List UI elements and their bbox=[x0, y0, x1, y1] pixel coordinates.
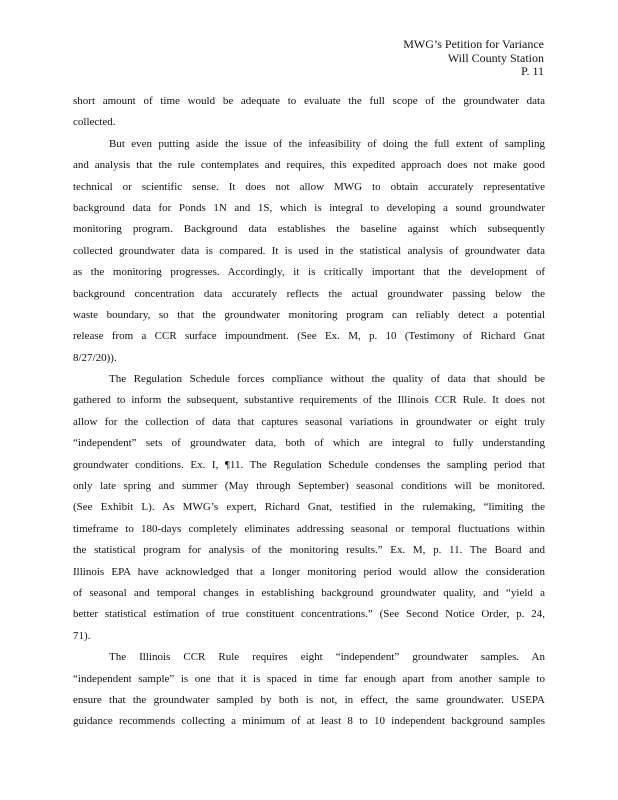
text-line: (See Exhibit L). As MWG’s expert, Richard Gnat, testified in the rulemaking, “limiting the bbox=[73, 501, 545, 514]
header-station-name: Will County Station bbox=[447, 50, 544, 65]
text-line: short amount of time would be adequate to evaluate the full scope of the groundwater data bbox=[73, 95, 545, 107]
text-line: waste boundary, so that the groundwater monitoring program can reliably detect a potential bbox=[73, 308, 545, 321]
text-line: of seasonal and temporal changes in establishing background groundwater quality, and “yield a bbox=[73, 586, 545, 599]
text-line: release from a CCR surface impoundment. (See Ex. M, p. 10 (Testimony of Richard Gnat bbox=[73, 330, 545, 343]
text-line: monitoring program. Background data establishes the baseline against which subsequently bbox=[73, 223, 545, 236]
text-line: “independent sample” is one that it is spaced in time far enough apart from another sample to bbox=[73, 672, 545, 685]
paragraph-first-line: The Illinois CCR Rule requires eight “independent” groundwater samples. An bbox=[109, 651, 545, 664]
header-petition-title: MWG’s Petition for Variance bbox=[403, 37, 544, 51]
text-line: the statistical program for analysis of the monitoring results.” Ex. M, p. 11. The Board and bbox=[73, 544, 545, 557]
text-line: 71). bbox=[73, 629, 91, 642]
text-line: only late spring and summer (May through September) seasonal conditions will be monitored. bbox=[73, 480, 545, 493]
text-line: collected. bbox=[73, 116, 116, 129]
text-line: Illinois EPA have acknowledged that a longer monitoring period would allow the consideration bbox=[73, 565, 545, 578]
text-line: ensure that the groundwater sampled by both is not, in effect, the same groundwater. USEPA bbox=[73, 693, 545, 706]
text-line: groundwater conditions. Ex. I, ¶11. The Regulation Schedule condenses the sampling period that bbox=[73, 458, 545, 471]
text-line: background data for Ponds 1N and 1S, which is integral to developing a sound groundwater bbox=[73, 201, 545, 214]
page-header bbox=[403, 38, 544, 79]
text-line: 8/27/20)). bbox=[73, 351, 117, 364]
paragraph-first-line: But even putting aside the issue of the infeasibility of doing the full extent of sampling bbox=[109, 137, 545, 150]
text-line: technical or scientific sense. It does not allow MWG to obtain accurately representative bbox=[73, 180, 545, 193]
text-line: and analysis that the rule contemplates and requires, this expedited approach does not make good bbox=[73, 159, 545, 172]
paragraph-first-line: The Regulation Schedule forces compliance without the quality of data that should be bbox=[109, 373, 545, 386]
text-line: “independent” sets of groundwater data, both of which are integral to fully understanding bbox=[73, 437, 545, 450]
text-line: timeframe to 180-days completely eliminates addressing seasonal or temporal fluctuations within bbox=[73, 522, 545, 535]
text-line: gathered to inform the subsequent, substantive requirements of the Illinois CCR Rule. It does not bbox=[73, 394, 545, 407]
text-line: collected groundwater data is compared. It is used in the statistical analysis of groundwater data bbox=[73, 244, 545, 257]
text-line: guidance recommends collecting a minimum of at least 8 to 10 independent background samples bbox=[73, 715, 545, 728]
body-text bbox=[73, 91, 545, 733]
text-line: allow for the collection of data that captures seasonal variations in groundwater or eight truly bbox=[73, 415, 545, 428]
text-line: as the monitoring progresses. Accordingly, it is critically important that the development of bbox=[73, 266, 545, 279]
text-line: background concentration data accurately reflects the actual groundwater passing below the bbox=[73, 287, 545, 300]
header-page-number: P. 11 bbox=[521, 64, 544, 78]
text-line: better statistical estimation of true constituent concentrations.” (See Second Notice Order, p. 24, bbox=[73, 608, 545, 621]
